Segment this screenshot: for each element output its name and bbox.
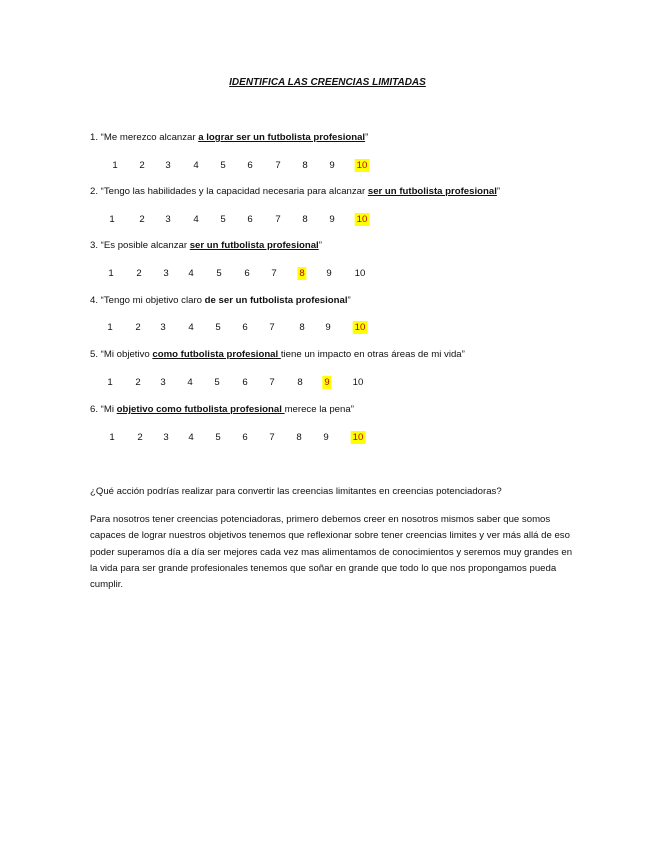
rating-value: 4 (187, 377, 193, 388)
final-question: ¿Qué acción podrías realizar para convertir las creencias limitantes en creencias potenciadoras? (90, 486, 502, 497)
question-5-text-part: como futbolista profesional (152, 349, 281, 360)
rating-value: 2 (139, 160, 145, 171)
rating-value: 4 (188, 268, 194, 279)
rating-value: 5 (216, 268, 222, 279)
rating-value: 5 (215, 322, 221, 333)
rating-value: 3 (160, 377, 166, 388)
rating-value: 1 (109, 432, 115, 443)
rating-value: 3 (163, 268, 169, 279)
question-3-text-part: 3. “Es posible alcanzar (90, 240, 190, 251)
rating-value: 4 (193, 160, 199, 171)
question-1-text-part: ” (365, 132, 369, 143)
rating-value: 8 (302, 160, 308, 171)
question-4-text-part: 4. “Tengo mi objetivo claro (90, 295, 205, 306)
rating-value: 1 (108, 268, 114, 279)
rating-selected-value: 10 (356, 160, 368, 171)
rating-value: 4 (188, 432, 194, 443)
question-5 (90, 349, 465, 360)
question-1 (90, 132, 368, 143)
question-2 (90, 186, 500, 197)
rating-selected-value: 8 (299, 268, 305, 279)
rating-value: 2 (136, 268, 142, 279)
rating-value: 9 (326, 268, 332, 279)
rating-selected-value: 10 (352, 432, 364, 443)
rating-value: 1 (107, 377, 113, 388)
rating-value: 10 (354, 268, 366, 279)
question-2-text-part: ” (496, 186, 501, 197)
rating-value: 4 (193, 214, 199, 225)
rating-value: 1 (112, 160, 118, 171)
rating-value: 5 (220, 214, 226, 225)
rating-value: 6 (242, 432, 248, 443)
rating-selected-value: 9 (324, 377, 330, 388)
rating-value: 5 (214, 377, 220, 388)
rating-value: 9 (329, 214, 335, 225)
question-4-text-part: de ser un futbolista profesional (204, 295, 348, 306)
rating-value: 7 (269, 322, 275, 333)
question-6 (90, 404, 354, 415)
document-title: IDENTIFICA LAS CREENCIAS LIMITADAS (229, 77, 426, 88)
rating-value: 8 (302, 214, 308, 225)
rating-value: 6 (242, 377, 248, 388)
rating-scale-6 (0, 431, 655, 445)
rating-value: 7 (271, 268, 277, 279)
question-6-text-part: 6. “Mi (90, 404, 117, 415)
rating-value: 7 (269, 377, 275, 388)
rating-value: 8 (297, 377, 303, 388)
rating-value: 2 (135, 322, 141, 333)
question-5-text-part: 5. “Mi objetivo (90, 349, 153, 360)
rating-value: 1 (109, 214, 115, 225)
rating-scale-2 (0, 213, 655, 227)
question-6-text-part: merece la pena” (284, 404, 354, 415)
rating-selected-value: 10 (354, 322, 366, 333)
rating-value: 5 (220, 160, 226, 171)
answer-paragraph: Para nosotros tener creencias potenciadoras, primero debemos creer en nosotros mismos saber que somos capaces de lograr nuestros objetivos tenemos que reflexionar sobre tener creencias limites y ver más allá de eso poder superamos día a día ser mejores cada vez mas alimentamos de conocimientos y seremos muy grandes en la vida para ser grande profesionales tenemos que soñar en grande que todo lo que nos propongamos pueda cumplir. (90, 514, 573, 591)
question-6-text-part: objetivo como futbolista profesional (116, 404, 285, 415)
rating-value: 1 (107, 322, 113, 333)
rating-value: 6 (242, 322, 248, 333)
question-5-text-part: tiene un impacto en otras áreas de mi vida” (280, 349, 465, 360)
rating-scale-1 (0, 159, 655, 173)
question-4-text-part: ” (347, 295, 351, 306)
rating-selected-value: 10 (356, 214, 368, 225)
rating-value: 6 (247, 160, 253, 171)
rating-scale-4 (0, 321, 655, 335)
rating-value: 3 (163, 432, 169, 443)
question-1-text-part: a lograr ser un futbolista profesional (198, 132, 366, 143)
question-3 (90, 240, 322, 251)
rating-value: 9 (325, 322, 331, 333)
rating-value: 3 (165, 214, 171, 225)
rating-scale-5 (0, 376, 655, 390)
question-2-text-part: ser un futbolista profesional (367, 186, 497, 197)
question-3-text-part: ser un futbolista profesional (189, 240, 319, 251)
rating-value: 9 (323, 432, 329, 443)
question-3-text-part: ” (318, 240, 322, 251)
rating-value: 6 (247, 214, 253, 225)
rating-value: 2 (137, 432, 143, 443)
rating-value: 3 (165, 160, 171, 171)
rating-scale-3 (0, 267, 655, 281)
rating-value: 3 (160, 322, 166, 333)
rating-value: 5 (215, 432, 221, 443)
rating-value: 9 (329, 160, 335, 171)
rating-value: 2 (139, 214, 145, 225)
rating-value: 7 (269, 432, 275, 443)
rating-value: 2 (135, 377, 141, 388)
rating-value: 7 (275, 214, 281, 225)
question-2-text-part: 2. “Tengo las habilidades y la capacidad necesaria para alcanzar (90, 186, 368, 197)
question-4 (90, 295, 351, 306)
rating-value: 8 (299, 322, 305, 333)
rating-value: 8 (296, 432, 302, 443)
rating-value: 6 (244, 268, 250, 279)
rating-value: 7 (275, 160, 281, 171)
rating-value: 4 (188, 322, 194, 333)
rating-value: 10 (352, 377, 364, 388)
question-1-text-part: 1. “Me merezco alcanzar (90, 132, 199, 143)
